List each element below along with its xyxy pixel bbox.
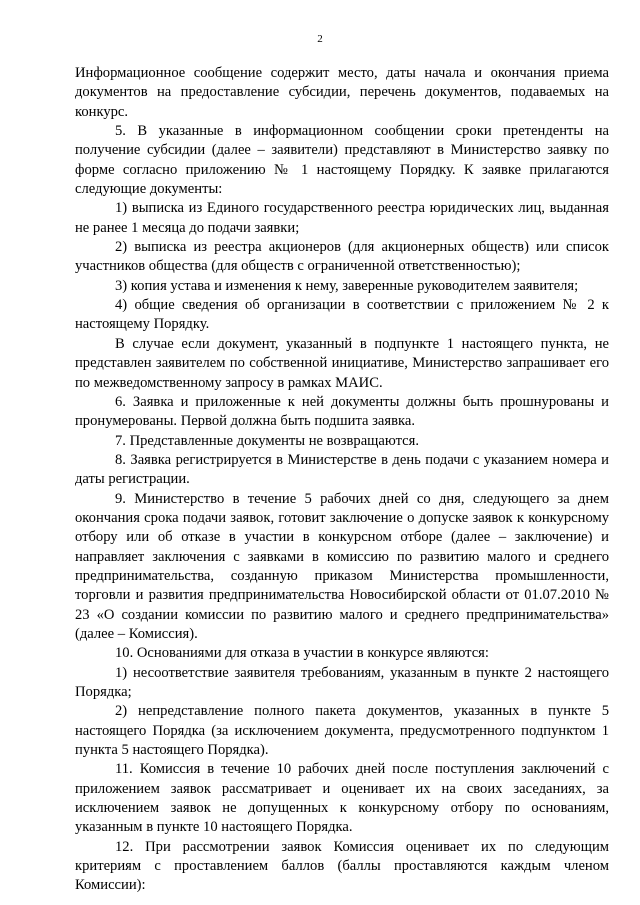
paragraph: 3) копия устава и изменения к нему, заверенные руководителем заявителя; [115,277,579,294]
paragraph: 11. Комиссия в течение 10 рабочих дней после поступления заключений с приложением заявок рассматривает и оценивает их на своих заседаниях, за исключением заявок не допущенных к конкурсному отбору по основаниям, указанным в пункте 10 настоящего Порядка. [75,761,609,836]
paragraph: 7. Представленные документы не возвращаются. [115,432,419,449]
page-number: 2 [317,33,323,45]
paragraph: 2) выписка из реестра акционеров (для акционерных обществ) или список участников общества (для обществ с ограниченной ответственностью); [75,239,609,275]
paragraph: 1) несоответствие заявителя требованиям, указанным в пункте 2 настоящего Порядка; [75,664,609,700]
paragraph: 4) общие сведения об организации в соответствии с приложением № 2 к настоящему Порядку. [75,297,609,333]
paragraph: Информационное сообщение содержит место, даты начала и окончания приема документов на предоставление субсидии, перечень документов, подаваемых на конкурс. [75,65,609,120]
paragraph: 2) непредставление полного пакета документов, указанных в пункте 5 настоящего Порядка (за исключением документа, предусмотренного подпунктом 1 пункта 5 настоящего Порядка). [75,703,609,759]
paragraph: 12. При рассмотрении заявок Комиссия оценивает их по следующим критериям с проставлением баллов (баллы проставляются каждым членом Комиссии): [75,838,609,894]
paragraph: 5. В указанные в информационном сообщении сроки претенденты на получение субсидии (далее – заявители) представляют в Министерство заявку по форме согласно приложению № 1 настоящему Порядку. К заявке прилагаются следующие документы: [75,123,609,198]
paragraph: 10. Основаниями для отказа в участии в конкурсе являются: [115,645,489,662]
document-body [75,64,609,896]
paragraph: 6. Заявка и приложенные к ней документы должны быть прошнурованы и пронумерованы. Первой должна быть подшита заявка. [75,393,609,430]
paragraph: 1) выписка из Единого государственного реестра юридических лиц, выданная не ранее 1 месяца до подачи заявки; [75,200,609,236]
paragraph: 9. Министерство в течение 5 рабочих дней со дня, следующего за днем окончания срока подачи заявок, готовит заключение о допуске заявок к конкурсному отбору или об отказе в участии в конкурсном отборе (далее – заключение) и направляет заключения с заявками в комиссию по развитию малого и среднего предпринимательства, созданную приказом Министерства промышленности, торговли и развития предпринимательства Новосибирской области от 01.07.2010 № 23 «О создании комиссии по развитию малого и среднего предпринимательства» (далее – Комиссия). [75,490,609,642]
paragraph: 8. Заявка регистрируется в Министерстве в день подачи с указанием номера и даты регистрации. [75,451,609,488]
paragraph: В случае если документ, указанный в подпункте 1 настоящего пункта, не представлен заявителем по собственной инициативе, Министерство запрашивает его по межведомственному запросу в рамках МАИС. [75,335,609,391]
